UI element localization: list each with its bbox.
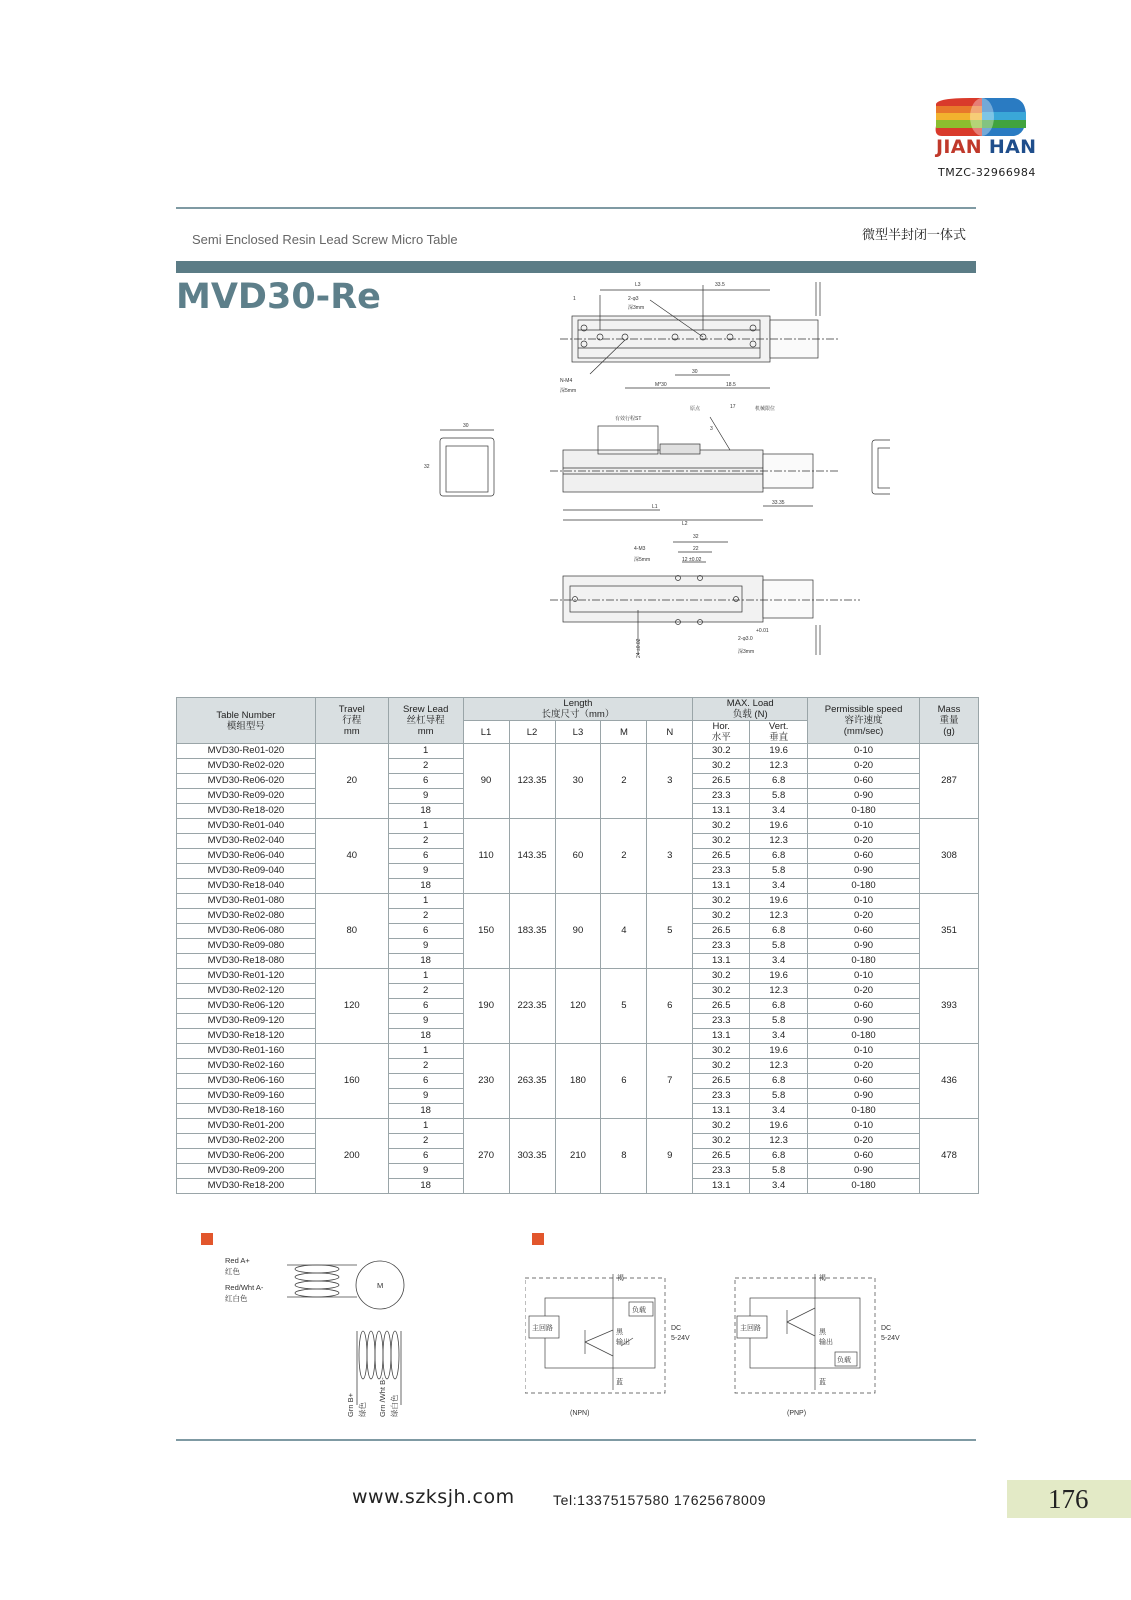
- cell-lead: 9: [388, 789, 463, 804]
- cell-travel: 200: [315, 1119, 388, 1194]
- cell-lead: 6: [388, 1074, 463, 1089]
- wire-red-a: Red A+: [225, 1256, 250, 1265]
- cell-model: MVD30-Re18-040: [177, 879, 316, 894]
- th-load: MAX. Load 负载 (N): [693, 698, 808, 721]
- cell-vert: 19.6: [750, 969, 808, 984]
- cell-hor: 13.1: [693, 804, 750, 819]
- cell-speed: 0-60: [808, 774, 920, 789]
- cell-vert: 19.6: [750, 819, 808, 834]
- cell-model: MVD30-Re18-020: [177, 804, 316, 819]
- pnp-black: 黑: [819, 1329, 826, 1336]
- cell-lead: 9: [388, 1164, 463, 1179]
- wire-grn-wht: Grn /Wht B-: [378, 1377, 387, 1417]
- website-link[interactable]: www.szksjh.com: [352, 1486, 515, 1508]
- cell-speed: 0-90: [808, 864, 920, 879]
- cell-hor: 26.5: [693, 1149, 750, 1164]
- cell-hor: 26.5: [693, 924, 750, 939]
- cell-lead: 2: [388, 909, 463, 924]
- end-view-right: [872, 440, 890, 494]
- cell-l1: 270: [463, 1119, 509, 1194]
- cell-model: MVD30-Re06-040: [177, 849, 316, 864]
- cell-model: MVD30-Re02-200: [177, 1134, 316, 1149]
- th-l3: L3: [555, 721, 601, 744]
- cell-vert: 3.4: [750, 879, 808, 894]
- cell-vert: 6.8: [750, 1074, 808, 1089]
- cell-model: MVD30-Re18-200: [177, 1179, 316, 1194]
- cell-model: MVD30-Re02-020: [177, 759, 316, 774]
- dim-30: 30: [692, 369, 698, 375]
- pnp-main: 主回路: [740, 1325, 761, 1332]
- cell-n: 7: [647, 1044, 693, 1119]
- th-table-number: Table Number 模组型号: [177, 698, 316, 744]
- section-marker-sensor: [532, 1233, 544, 1245]
- cell-lead: 2: [388, 1134, 463, 1149]
- cell-speed: 0-60: [808, 849, 920, 864]
- cell-model: MVD30-Re18-080: [177, 954, 316, 969]
- side-view: [550, 417, 840, 520]
- th-speed: Permissible speed 容许速度 (mm/sec): [808, 698, 920, 744]
- cell-hor: 30.2: [693, 1044, 750, 1059]
- cell-vert: 6.8: [750, 849, 808, 864]
- cell-speed: 0-20: [808, 909, 920, 924]
- cell-speed: 0-90: [808, 789, 920, 804]
- dim-33-5: 33.5: [715, 282, 725, 288]
- cell-speed: 0-10: [808, 819, 920, 834]
- cell-vert: 3.4: [750, 1104, 808, 1119]
- bottom-view: [550, 542, 860, 655]
- table-row: [177, 1119, 979, 1134]
- cell-vert: 3.4: [750, 954, 808, 969]
- dim-m30: M*30: [655, 382, 667, 388]
- th-m: M: [601, 721, 647, 744]
- page-title: MVD30-Re: [176, 277, 381, 317]
- cell-lead: 6: [388, 1149, 463, 1164]
- dim-32-bottom: 32: [693, 534, 699, 540]
- brand-name: [936, 136, 1036, 158]
- dim-30-end: 30: [463, 423, 469, 429]
- cell-model: MVD30-Re06-160: [177, 1074, 316, 1089]
- cell-model: MVD30-Re01-080: [177, 894, 316, 909]
- dim-12: 12 ±0.02: [682, 557, 702, 563]
- cell-l1: 230: [463, 1044, 509, 1119]
- cell-model: MVD30-Re02-120: [177, 984, 316, 999]
- cell-n: 9: [647, 1119, 693, 1194]
- subtitle-english: Semi Enclosed Resin Lead Screw Micro Table: [192, 232, 458, 247]
- cell-lead: 6: [388, 849, 463, 864]
- cell-vert: 5.8: [750, 1014, 808, 1029]
- cell-model: MVD30-Re02-040: [177, 834, 316, 849]
- cell-lead: 9: [388, 864, 463, 879]
- cell-l2: 183.35: [509, 894, 555, 969]
- th-lead: Srew Lead 丝杠导程 mm: [388, 698, 463, 744]
- cell-vert: 12.3: [750, 909, 808, 924]
- cell-speed: 0-90: [808, 939, 920, 954]
- dim-3: 3: [710, 426, 713, 432]
- cell-l2: 303.35: [509, 1119, 555, 1194]
- cell-hor: 30.2: [693, 1134, 750, 1149]
- cell-vert: 5.8: [750, 939, 808, 954]
- wire-red-wht: Red/Wht A-: [225, 1283, 264, 1292]
- cell-vert: 12.3: [750, 984, 808, 999]
- npn-volt: 5-24V: [671, 1335, 690, 1342]
- cell-model: MVD30-Re01-160: [177, 1044, 316, 1059]
- cell-hor: 23.3: [693, 864, 750, 879]
- cell-speed: 0-10: [808, 1044, 920, 1059]
- dim-1: 1: [573, 296, 576, 302]
- cell-speed: 0-90: [808, 1014, 920, 1029]
- cell-model: MVD30-Re18-160: [177, 1104, 316, 1119]
- hole-3-0: 2-φ3.0: [738, 636, 753, 642]
- dim-32-end: 32: [424, 464, 430, 470]
- end-view-left: [440, 430, 494, 496]
- cell-model: MVD30-Re09-160: [177, 1089, 316, 1104]
- th-length: Length 长度尺寸（mm）: [463, 698, 693, 721]
- cell-speed: 0-10: [808, 894, 920, 909]
- cell-model: MVD30-Re01-020: [177, 744, 316, 759]
- npn-dc: DC: [671, 1325, 682, 1332]
- cell-vert: 12.3: [750, 834, 808, 849]
- cell-m: 6: [601, 1044, 647, 1119]
- cell-speed: 0-60: [808, 999, 920, 1014]
- cell-vert: 12.3: [750, 759, 808, 774]
- dim-18-5: 18.5: [726, 382, 736, 388]
- dim-l1: L1: [652, 504, 658, 510]
- dim-24: 24 ±0.02: [636, 638, 642, 658]
- npn-black: 黑: [616, 1329, 623, 1336]
- cell-hor: 13.1: [693, 1029, 750, 1044]
- cell-speed: 0-60: [808, 1074, 920, 1089]
- cell-l2: 143.35: [509, 819, 555, 894]
- pnp-brown: 褐: [819, 1275, 826, 1282]
- pnp-circuit: [735, 1274, 875, 1393]
- cell-vert: 12.3: [750, 1134, 808, 1149]
- cell-hor: 30.2: [693, 969, 750, 984]
- cell-vert: 19.6: [750, 1044, 808, 1059]
- cell-model: MVD30-Re01-200: [177, 1119, 316, 1134]
- cell-n: 3: [647, 744, 693, 819]
- table-header: [177, 698, 979, 744]
- cell-l3: 120: [555, 969, 601, 1044]
- cell-speed: 0-10: [808, 969, 920, 984]
- dim-l3: L3: [635, 282, 641, 288]
- cell-speed: 0-20: [808, 1059, 920, 1074]
- dim-l2: L2: [682, 521, 688, 527]
- cell-hor: 13.1: [693, 954, 750, 969]
- cell-speed: 0-90: [808, 1164, 920, 1179]
- cell-mass: 436: [920, 1044, 979, 1119]
- cell-n: 3: [647, 819, 693, 894]
- cell-lead: 2: [388, 984, 463, 999]
- cell-l3: 180: [555, 1044, 601, 1119]
- cell-travel: 80: [315, 894, 388, 969]
- trademark-code: TMZC-32966984: [938, 166, 1036, 179]
- cell-m: 2: [601, 744, 647, 819]
- wire-grn-wht-cn: 绿白色: [390, 1394, 399, 1417]
- cell-speed: 0-90: [808, 1089, 920, 1104]
- cell-hor: 26.5: [693, 774, 750, 789]
- cell-lead: 1: [388, 969, 463, 984]
- cell-hor: 26.5: [693, 999, 750, 1014]
- cell-l3: 60: [555, 819, 601, 894]
- cell-hor: 13.1: [693, 1104, 750, 1119]
- wire-grn-b: Grn B+: [346, 1393, 355, 1417]
- cell-lead: 6: [388, 774, 463, 789]
- cell-mass: 478: [920, 1119, 979, 1194]
- cell-hor: 23.3: [693, 939, 750, 954]
- cell-vert: 5.8: [750, 1164, 808, 1179]
- npn-blue: 蓝: [616, 1379, 623, 1386]
- logo-stripes: [936, 98, 1026, 136]
- npn-circuit: [525, 1274, 665, 1393]
- technical-drawings: [420, 280, 890, 675]
- cell-lead: 1: [388, 744, 463, 759]
- cell-travel: 20: [315, 744, 388, 819]
- brand-han: HAN: [988, 136, 1037, 158]
- top-view: [560, 282, 840, 388]
- npn-main: 主回路: [532, 1325, 553, 1332]
- cell-vert: 19.6: [750, 894, 808, 909]
- label-origin: 原点: [690, 406, 701, 412]
- cell-vert: 3.4: [750, 1179, 808, 1194]
- table-row: [177, 1044, 979, 1059]
- cell-speed: 0-20: [808, 759, 920, 774]
- page-number: 176: [1048, 1484, 1089, 1514]
- cell-speed: 0-20: [808, 984, 920, 999]
- cell-m: 4: [601, 894, 647, 969]
- cell-speed: 0-20: [808, 834, 920, 849]
- motor-symbol: M: [377, 1281, 384, 1290]
- pnp-output: 输出: [819, 1339, 833, 1346]
- cell-hor: 30.2: [693, 1059, 750, 1074]
- cell-mass: 393: [920, 969, 979, 1044]
- cell-speed: 0-180: [808, 954, 920, 969]
- cell-lead: 1: [388, 1119, 463, 1134]
- cell-model: MVD30-Re02-080: [177, 909, 316, 924]
- cell-lead: 6: [388, 999, 463, 1014]
- cell-speed: 0-180: [808, 1029, 920, 1044]
- label-limit: 机械限位: [755, 406, 776, 412]
- header-band: [176, 261, 976, 273]
- cell-mass: 308: [920, 819, 979, 894]
- th-vert: Vert. 垂直: [750, 721, 808, 744]
- hole-3-0-depth: 深3mm: [738, 649, 755, 655]
- cell-vert: 12.3: [750, 1059, 808, 1074]
- cell-speed: 0-20: [808, 1134, 920, 1149]
- thread-m3-depth: 深5mm: [634, 557, 651, 563]
- cell-hor: 23.3: [693, 1014, 750, 1029]
- cell-speed: 0-10: [808, 1119, 920, 1134]
- cell-m: 8: [601, 1119, 647, 1194]
- cell-lead: 18: [388, 954, 463, 969]
- wire-grn-b-cn: 绿色: [358, 1402, 367, 1417]
- cell-lead: 6: [388, 924, 463, 939]
- cell-l3: 90: [555, 894, 601, 969]
- cell-vert: 5.8: [750, 864, 808, 879]
- pnp-blue: 蓝: [819, 1379, 826, 1386]
- spec-table: [176, 697, 979, 1194]
- cell-m: 2: [601, 819, 647, 894]
- cell-speed: 0-180: [808, 804, 920, 819]
- cell-lead: 2: [388, 834, 463, 849]
- label-stroke: 有效行程ST: [615, 416, 642, 422]
- cell-hor: 30.2: [693, 894, 750, 909]
- table-body: [177, 744, 979, 1194]
- table-row: [177, 894, 979, 909]
- cell-hor: 26.5: [693, 1074, 750, 1089]
- dim-22: 22: [693, 546, 699, 552]
- cell-vert: 5.8: [750, 789, 808, 804]
- cell-lead: 2: [388, 759, 463, 774]
- th-mass: Mass 重量 (g): [920, 698, 979, 744]
- cell-l2: 263.35: [509, 1044, 555, 1119]
- cell-l1: 90: [463, 744, 509, 819]
- cell-vert: 6.8: [750, 1149, 808, 1164]
- cell-vert: 3.4: [750, 804, 808, 819]
- cell-hor: 30.2: [693, 834, 750, 849]
- thread-m3: 4-M3: [634, 546, 646, 552]
- sensor-circuit-diagrams: [525, 1270, 915, 1420]
- cell-vert: 3.4: [750, 1029, 808, 1044]
- cell-hor: 23.3: [693, 1089, 750, 1104]
- cell-model: MVD30-Re01-120: [177, 969, 316, 984]
- thread-spec: N-M4: [560, 378, 573, 384]
- cell-lead: 1: [388, 819, 463, 834]
- pnp-dc: DC: [881, 1325, 892, 1332]
- cell-lead: 18: [388, 804, 463, 819]
- cell-lead: 2: [388, 1059, 463, 1074]
- cell-speed: 0-60: [808, 924, 920, 939]
- cell-vert: 6.8: [750, 924, 808, 939]
- cell-l1: 190: [463, 969, 509, 1044]
- cell-model: MVD30-Re18-120: [177, 1029, 316, 1044]
- cell-model: MVD30-Re09-080: [177, 939, 316, 954]
- cell-hor: 30.2: [693, 759, 750, 774]
- dim-17: 17: [730, 404, 736, 410]
- cell-n: 6: [647, 969, 693, 1044]
- cell-l2: 223.35: [509, 969, 555, 1044]
- cell-hor: 13.1: [693, 879, 750, 894]
- cell-model: MVD30-Re01-040: [177, 819, 316, 834]
- cell-model: MVD30-Re09-200: [177, 1164, 316, 1179]
- npn-output: 输出: [616, 1339, 630, 1346]
- cell-model: MVD30-Re02-160: [177, 1059, 316, 1074]
- hole-spec: 2-φ3: [628, 296, 639, 302]
- cell-l2: 123.35: [509, 744, 555, 819]
- cell-hor: 30.2: [693, 744, 750, 759]
- cell-vert: 19.6: [750, 1119, 808, 1134]
- cell-hor: 23.3: [693, 1164, 750, 1179]
- cell-model: MVD30-Re09-120: [177, 1014, 316, 1029]
- cell-travel: 160: [315, 1044, 388, 1119]
- hole-depth: 深3mm: [628, 305, 645, 311]
- cell-model: MVD30-Re09-020: [177, 789, 316, 804]
- cell-vert: 19.6: [750, 744, 808, 759]
- cell-model: MVD30-Re09-040: [177, 864, 316, 879]
- table-row: [177, 744, 979, 759]
- table-row: [177, 819, 979, 834]
- wire-red-a-cn: 红色: [225, 1267, 240, 1276]
- cell-travel: 40: [315, 819, 388, 894]
- cell-lead: 1: [388, 1044, 463, 1059]
- subtitle-chinese: 微型半封闭一体式: [862, 227, 967, 242]
- tolerance: +0.01: [756, 628, 769, 634]
- cell-lead: 18: [388, 1029, 463, 1044]
- th-n: N: [647, 721, 693, 744]
- cell-speed: 0-10: [808, 744, 920, 759]
- cell-vert: 5.8: [750, 1089, 808, 1104]
- cell-lead: 1: [388, 894, 463, 909]
- cell-hor: 30.2: [693, 1119, 750, 1134]
- cell-l1: 110: [463, 819, 509, 894]
- pnp-volt: 5-24V: [881, 1335, 900, 1342]
- cell-model: MVD30-Re06-120: [177, 999, 316, 1014]
- cell-hor: 30.2: [693, 819, 750, 834]
- cell-speed: 0-180: [808, 1179, 920, 1194]
- cell-model: MVD30-Re06-200: [177, 1149, 316, 1164]
- cell-lead: 18: [388, 1179, 463, 1194]
- cell-model: MVD30-Re06-020: [177, 774, 316, 789]
- cell-model: MVD30-Re06-080: [177, 924, 316, 939]
- cell-lead: 9: [388, 939, 463, 954]
- wire-red-wht-cn: 红白色: [225, 1294, 248, 1303]
- cell-m: 5: [601, 969, 647, 1044]
- dim-33-35: 33.35: [772, 500, 785, 506]
- cell-l3: 30: [555, 744, 601, 819]
- cell-lead: 9: [388, 1089, 463, 1104]
- cell-hor: 30.2: [693, 909, 750, 924]
- pnp-load: 负载: [837, 1357, 851, 1364]
- table-row: [177, 969, 979, 984]
- cell-mass: 287: [920, 744, 979, 819]
- th-hor: Hor. 水平: [693, 721, 750, 744]
- npn-caption: (NPN): [570, 1410, 590, 1417]
- thread-depth: 深5mm: [560, 388, 577, 394]
- cell-vert: 6.8: [750, 774, 808, 789]
- cell-hor: 23.3: [693, 789, 750, 804]
- pnp-caption: (PNP): [787, 1410, 807, 1417]
- th-l1: L1: [463, 721, 509, 744]
- cell-n: 5: [647, 894, 693, 969]
- cell-mass: 351: [920, 894, 979, 969]
- cell-speed: 0-60: [808, 1149, 920, 1164]
- cell-hor: 26.5: [693, 849, 750, 864]
- top-rule: [176, 207, 976, 209]
- cell-speed: 0-180: [808, 879, 920, 894]
- cell-l3: 210: [555, 1119, 601, 1194]
- cell-hor: 13.1: [693, 1179, 750, 1194]
- bottom-rule: [176, 1439, 976, 1441]
- brand-jian: JIAN: [936, 136, 982, 158]
- cell-lead: 18: [388, 879, 463, 894]
- telephone: Tel:13375157580 17625678009: [553, 1492, 767, 1508]
- th-l2: L2: [509, 721, 555, 744]
- cell-vert: 6.8: [750, 999, 808, 1014]
- th-travel: Travel 行程 mm: [315, 698, 388, 744]
- cell-lead: 9: [388, 1014, 463, 1029]
- section-marker-motor: [201, 1233, 213, 1245]
- npn-load: 负载: [632, 1307, 646, 1314]
- motor-wiring-diagram: [225, 1255, 445, 1420]
- cell-l1: 150: [463, 894, 509, 969]
- cell-hor: 30.2: [693, 984, 750, 999]
- cell-lead: 18: [388, 1104, 463, 1119]
- npn-brown: 褐: [617, 1275, 624, 1282]
- cell-travel: 120: [315, 969, 388, 1044]
- cell-speed: 0-180: [808, 1104, 920, 1119]
